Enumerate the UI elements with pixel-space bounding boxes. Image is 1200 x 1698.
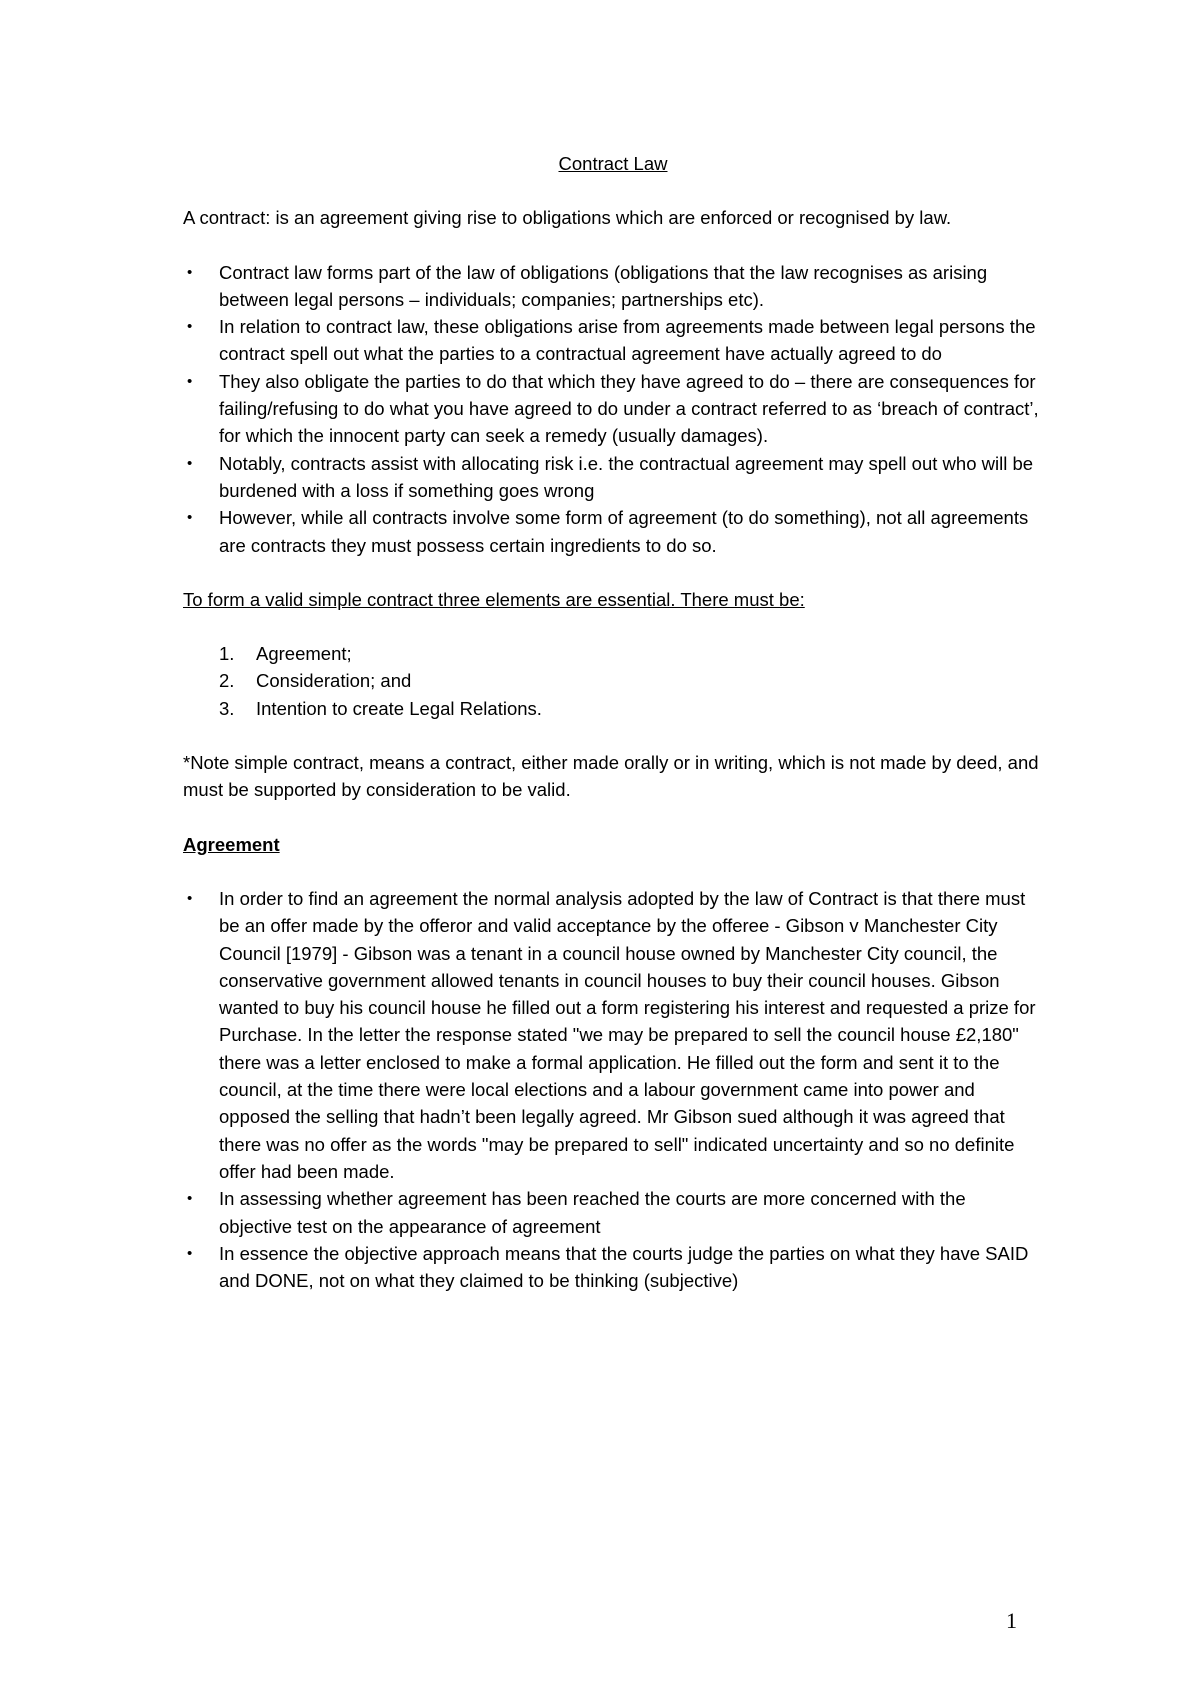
document-body [183, 150, 1043, 1321]
list-item [183, 259, 1043, 314]
list-number: 3. [219, 697, 235, 719]
agreement-heading: Agreement [183, 833, 280, 855]
list-item-text: Contract law forms part of the law of obligations (obligations that the law recognises as arising between legal persons – individuals; companies; partnerships etc). [219, 261, 988, 310]
list-item [183, 450, 1043, 505]
bullet-icon: • [187, 372, 193, 390]
list-item-text: They also obligate the parties to do that which they have agreed to do – there are consequences for failing/refusing to do what you have agreed to do under a contract referred to as ‘breach of contract’, for which the innocent party can seek a remedy (usually damages). [219, 370, 1039, 447]
bullet-icon: • [187, 1244, 193, 1262]
list-item [183, 504, 1043, 559]
list-item-text: Notably, contracts assist with allocating risk i.e. the contractual agreement may spell out who will be burdened with a loss if something goes wrong [219, 452, 1034, 501]
list-item [183, 368, 1043, 450]
list-item-text: In relation to contract law, these obligations arise from agreements made between legal persons the contract spell out what the parties to a contractual agreement have actually agreed to do [219, 316, 1036, 365]
bullet-icon: • [187, 1190, 193, 1208]
list-item-text: However, while all contracts involve some form of agreement (to do something), not all agreements are contracts they must possess certain ingredients to do so. [219, 507, 1029, 556]
list-item [183, 1185, 1043, 1240]
list-item [183, 695, 1043, 722]
agreement-bullet-list [183, 885, 1043, 1294]
document-title: Contract Law [558, 153, 668, 174]
list-item-text: Consideration; and [256, 670, 412, 692]
simple-contract-note: *Note simple contract, means a contract, either made orally or in writing, which is not made by deed, and must be supported by consideration to be valid. [183, 752, 1039, 801]
list-item-text: Intention to create Legal Relations. [256, 697, 542, 719]
page-number: 1 [1006, 1608, 1017, 1633]
bullet-icon: • [187, 318, 193, 336]
list-item [183, 667, 1043, 694]
list-item [183, 1240, 1043, 1295]
list-item [183, 313, 1043, 368]
list-item-text: In order to find an agreement the normal analysis adopted by the law of Contract is that there must be an offer made by the offeror and valid acceptance by the offeree - Gibson v Manchester City Council [1979] - Gibson was a tenant in a council house owned by Manchester City council, the conservative government allowed tenants in council houses to buy their council houses. Gibson wanted to buy his council house he filled out a form registering his interest and requested a prize for Purchase. In the letter the response stated "we may be prepared to sell the council house £2,180" there was a letter enclosed to make a formal application. He filled out the form and sent it to the council, at the time there were local elections and a labour government came into power and opposed the selling that hadn’t been legally agreed. Mr Gibson sued although it was agreed that there was no offer as the words "may be prepared to sell" indicated uncertainty and so no definite offer had been made. [219, 887, 1036, 1182]
list-item [183, 885, 1043, 1185]
bullet-icon: • [187, 263, 193, 281]
elements-numbered-list [183, 640, 1043, 722]
bullet-icon: • [187, 889, 193, 907]
list-number: 2. [219, 670, 235, 692]
list-number: 1. [219, 643, 235, 665]
obligations-bullet-list [183, 259, 1043, 559]
bullet-icon: • [187, 454, 193, 472]
list-item-text: Agreement; [256, 643, 352, 665]
elements-heading: To form a valid simple contract three elements are essential. There must be: [183, 588, 805, 610]
list-item [183, 640, 1043, 667]
bullet-icon: • [187, 509, 193, 527]
list-item-text: In assessing whether agreement has been reached the courts are more concerned with the objective test on the appearance of agreement [219, 1188, 966, 1237]
list-item-text: In essence the objective approach means that the courts judge the parties on what they have SAID and DONE, not on what they claimed to be thinking (subjective) [219, 1242, 1029, 1292]
contract-definition: A contract: is an agreement giving rise to obligations which are enforced or recognised by law. [183, 207, 952, 229]
